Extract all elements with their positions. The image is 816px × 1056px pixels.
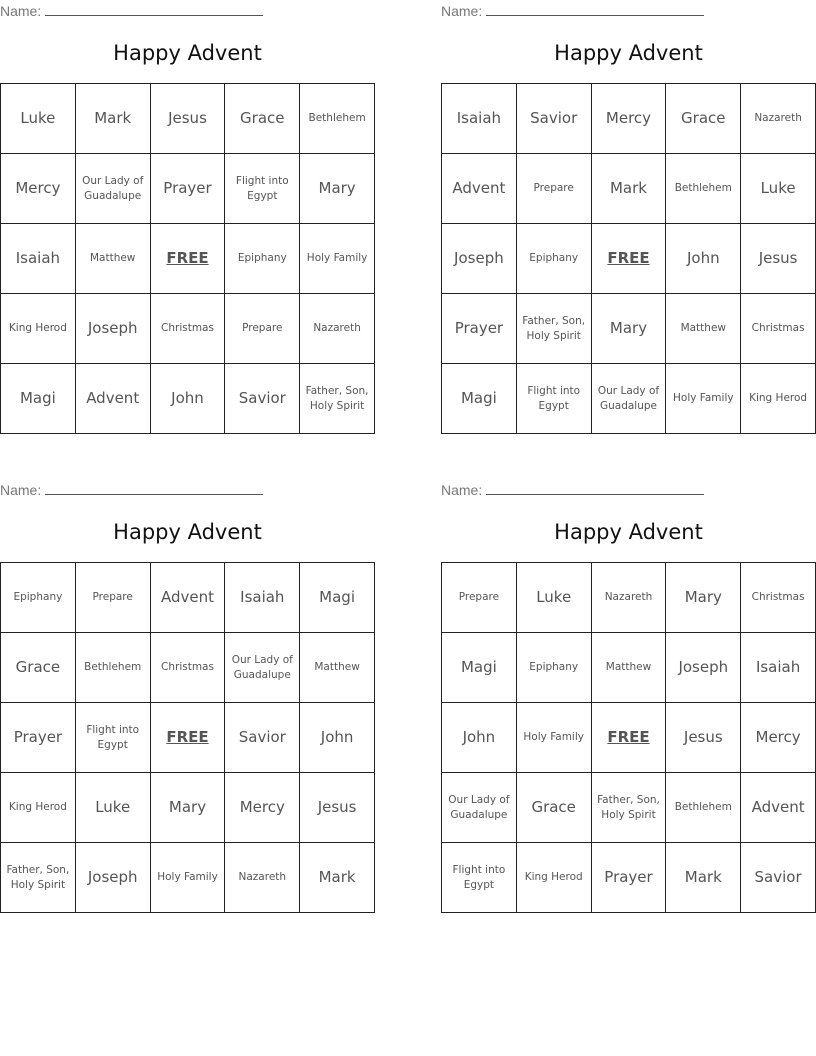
bingo-cell: Our Lady of Guadalupe xyxy=(225,633,300,703)
free-space-cell: FREE xyxy=(151,224,226,294)
bingo-cell: Mercy xyxy=(225,773,300,843)
bingo-cell: Advent xyxy=(442,154,517,224)
name-label: Name: xyxy=(0,3,42,19)
bingo-cell: Savior xyxy=(225,364,300,434)
bingo-cell: Father, Son, Holy Spirit xyxy=(1,843,76,913)
bingo-cell: Our Lady of Guadalupe xyxy=(592,364,667,434)
bingo-cell: Bethlehem xyxy=(666,773,741,843)
bingo-grid xyxy=(0,562,375,913)
bingo-cell: Mercy xyxy=(741,703,816,773)
bingo-cell: Bethlehem xyxy=(666,154,741,224)
bingo-cell: Mercy xyxy=(592,84,667,154)
bingo-grid xyxy=(441,562,816,913)
name-field xyxy=(0,2,263,19)
bingo-cell: Father, Son, Holy Spirit xyxy=(592,773,667,843)
bingo-cell: Prayer xyxy=(442,294,517,364)
bingo-cell: Epiphany xyxy=(517,633,592,703)
bingo-cell: John xyxy=(151,364,226,434)
bingo-cell: Matthew xyxy=(666,294,741,364)
bingo-cell: Nazareth xyxy=(741,84,816,154)
bingo-cell: Mark xyxy=(300,843,375,913)
bingo-cell: Nazareth xyxy=(592,563,667,633)
bingo-cell: Christmas xyxy=(151,294,226,364)
bingo-cell: Luke xyxy=(741,154,816,224)
bingo-cell: Flight into Egypt xyxy=(225,154,300,224)
bingo-cell: Mary xyxy=(151,773,226,843)
bingo-cell: Our Lady of Guadalupe xyxy=(76,154,151,224)
bingo-cell: Magi xyxy=(1,364,76,434)
bingo-cell: Holy Family xyxy=(517,703,592,773)
bingo-cell: Nazareth xyxy=(225,843,300,913)
bingo-cell: Jesus xyxy=(666,703,741,773)
bingo-cell: Luke xyxy=(76,773,151,843)
bingo-cell: Mary xyxy=(592,294,667,364)
bingo-cell: Isaiah xyxy=(1,224,76,294)
name-blank-line xyxy=(45,2,263,16)
bingo-cell: Grace xyxy=(517,773,592,843)
bingo-cell: Savior xyxy=(741,843,816,913)
bingo-cell: Joseph xyxy=(76,843,151,913)
bingo-card-2 xyxy=(441,0,816,434)
bingo-cell: John xyxy=(666,224,741,294)
card-title: Happy Advent xyxy=(554,520,703,544)
bingo-cell: Prepare xyxy=(76,563,151,633)
bingo-cell: Bethlehem xyxy=(76,633,151,703)
bingo-cell: Christmas xyxy=(741,294,816,364)
bingo-cell: Matthew xyxy=(76,224,151,294)
name-label: Name: xyxy=(441,3,483,19)
bingo-cell: Mary xyxy=(666,563,741,633)
bingo-cell: King Herod xyxy=(1,773,76,843)
bingo-cell: Flight into Egypt xyxy=(517,364,592,434)
bingo-cell: Mercy xyxy=(1,154,76,224)
bingo-cell: Holy Family xyxy=(151,843,226,913)
name-field xyxy=(441,2,704,19)
bingo-card-1 xyxy=(0,0,375,434)
bingo-cell: Jesus xyxy=(151,84,226,154)
bingo-cell: Joseph xyxy=(76,294,151,364)
bingo-cell: Father, Son, Holy Spirit xyxy=(300,364,375,434)
card-title: Happy Advent xyxy=(554,41,703,65)
bingo-cell: Matthew xyxy=(300,633,375,703)
free-space-cell: FREE xyxy=(151,703,226,773)
bingo-cell: Luke xyxy=(517,563,592,633)
bingo-cell: Epiphany xyxy=(225,224,300,294)
bingo-cell: Christmas xyxy=(151,633,226,703)
name-blank-line xyxy=(486,2,704,16)
bingo-cell: Prayer xyxy=(592,843,667,913)
bingo-cell: Grace xyxy=(666,84,741,154)
bingo-cell: Isaiah xyxy=(225,563,300,633)
bingo-cell: Epiphany xyxy=(517,224,592,294)
bingo-cell: King Herod xyxy=(517,843,592,913)
bingo-cell: Flight into Egypt xyxy=(442,843,517,913)
bingo-cell: Christmas xyxy=(741,563,816,633)
bingo-cell: Nazareth xyxy=(300,294,375,364)
bingo-cell: Matthew xyxy=(592,633,667,703)
bingo-cell: Prepare xyxy=(442,563,517,633)
bingo-cell: Advent xyxy=(151,563,226,633)
bingo-cell: Epiphany xyxy=(1,563,76,633)
bingo-cell: Holy Family xyxy=(666,364,741,434)
bingo-cell: Magi xyxy=(300,563,375,633)
name-blank-line xyxy=(45,481,263,495)
card-title: Happy Advent xyxy=(113,41,262,65)
card-title: Happy Advent xyxy=(113,520,262,544)
bingo-cell: Grace xyxy=(225,84,300,154)
bingo-cell: Prepare xyxy=(517,154,592,224)
bingo-cell: Joseph xyxy=(666,633,741,703)
name-label: Name: xyxy=(0,482,42,498)
bingo-cell: Isaiah xyxy=(442,84,517,154)
bingo-grid xyxy=(441,83,816,434)
bingo-cell: Magi xyxy=(442,364,517,434)
bingo-cell: Magi xyxy=(442,633,517,703)
name-field xyxy=(441,481,704,498)
bingo-cell: Mark xyxy=(666,843,741,913)
bingo-cell: Holy Family xyxy=(300,224,375,294)
bingo-cell: Advent xyxy=(76,364,151,434)
bingo-cell: Savior xyxy=(517,84,592,154)
bingo-cell: Luke xyxy=(1,84,76,154)
bingo-cell: Advent xyxy=(741,773,816,843)
bingo-cell: Mary xyxy=(300,154,375,224)
bingo-cell: Father, Son, Holy Spirit xyxy=(517,294,592,364)
bingo-cell: Joseph xyxy=(442,224,517,294)
bingo-cell: John xyxy=(300,703,375,773)
bingo-cell: Jesus xyxy=(741,224,816,294)
free-space-cell: FREE xyxy=(592,703,667,773)
bingo-cell: Mark xyxy=(592,154,667,224)
bingo-cell: Grace xyxy=(1,633,76,703)
bingo-cell: Prepare xyxy=(225,294,300,364)
bingo-cell: King Herod xyxy=(741,364,816,434)
bingo-cell: Flight into Egypt xyxy=(76,703,151,773)
bingo-cell: Our Lady of Guadalupe xyxy=(442,773,517,843)
bingo-cell: Savior xyxy=(225,703,300,773)
name-label: Name: xyxy=(441,482,483,498)
bingo-cell: Prayer xyxy=(1,703,76,773)
bingo-card-3 xyxy=(0,479,375,913)
bingo-cell: Mark xyxy=(76,84,151,154)
bingo-cell: Jesus xyxy=(300,773,375,843)
free-space-cell: FREE xyxy=(592,224,667,294)
bingo-card-4 xyxy=(441,479,816,913)
bingo-cell: Bethlehem xyxy=(300,84,375,154)
bingo-cell: Isaiah xyxy=(741,633,816,703)
name-blank-line xyxy=(486,481,704,495)
name-field xyxy=(0,481,263,498)
bingo-grid xyxy=(0,83,375,434)
bingo-cell: John xyxy=(442,703,517,773)
bingo-cell: King Herod xyxy=(1,294,76,364)
bingo-cell: Prayer xyxy=(151,154,226,224)
